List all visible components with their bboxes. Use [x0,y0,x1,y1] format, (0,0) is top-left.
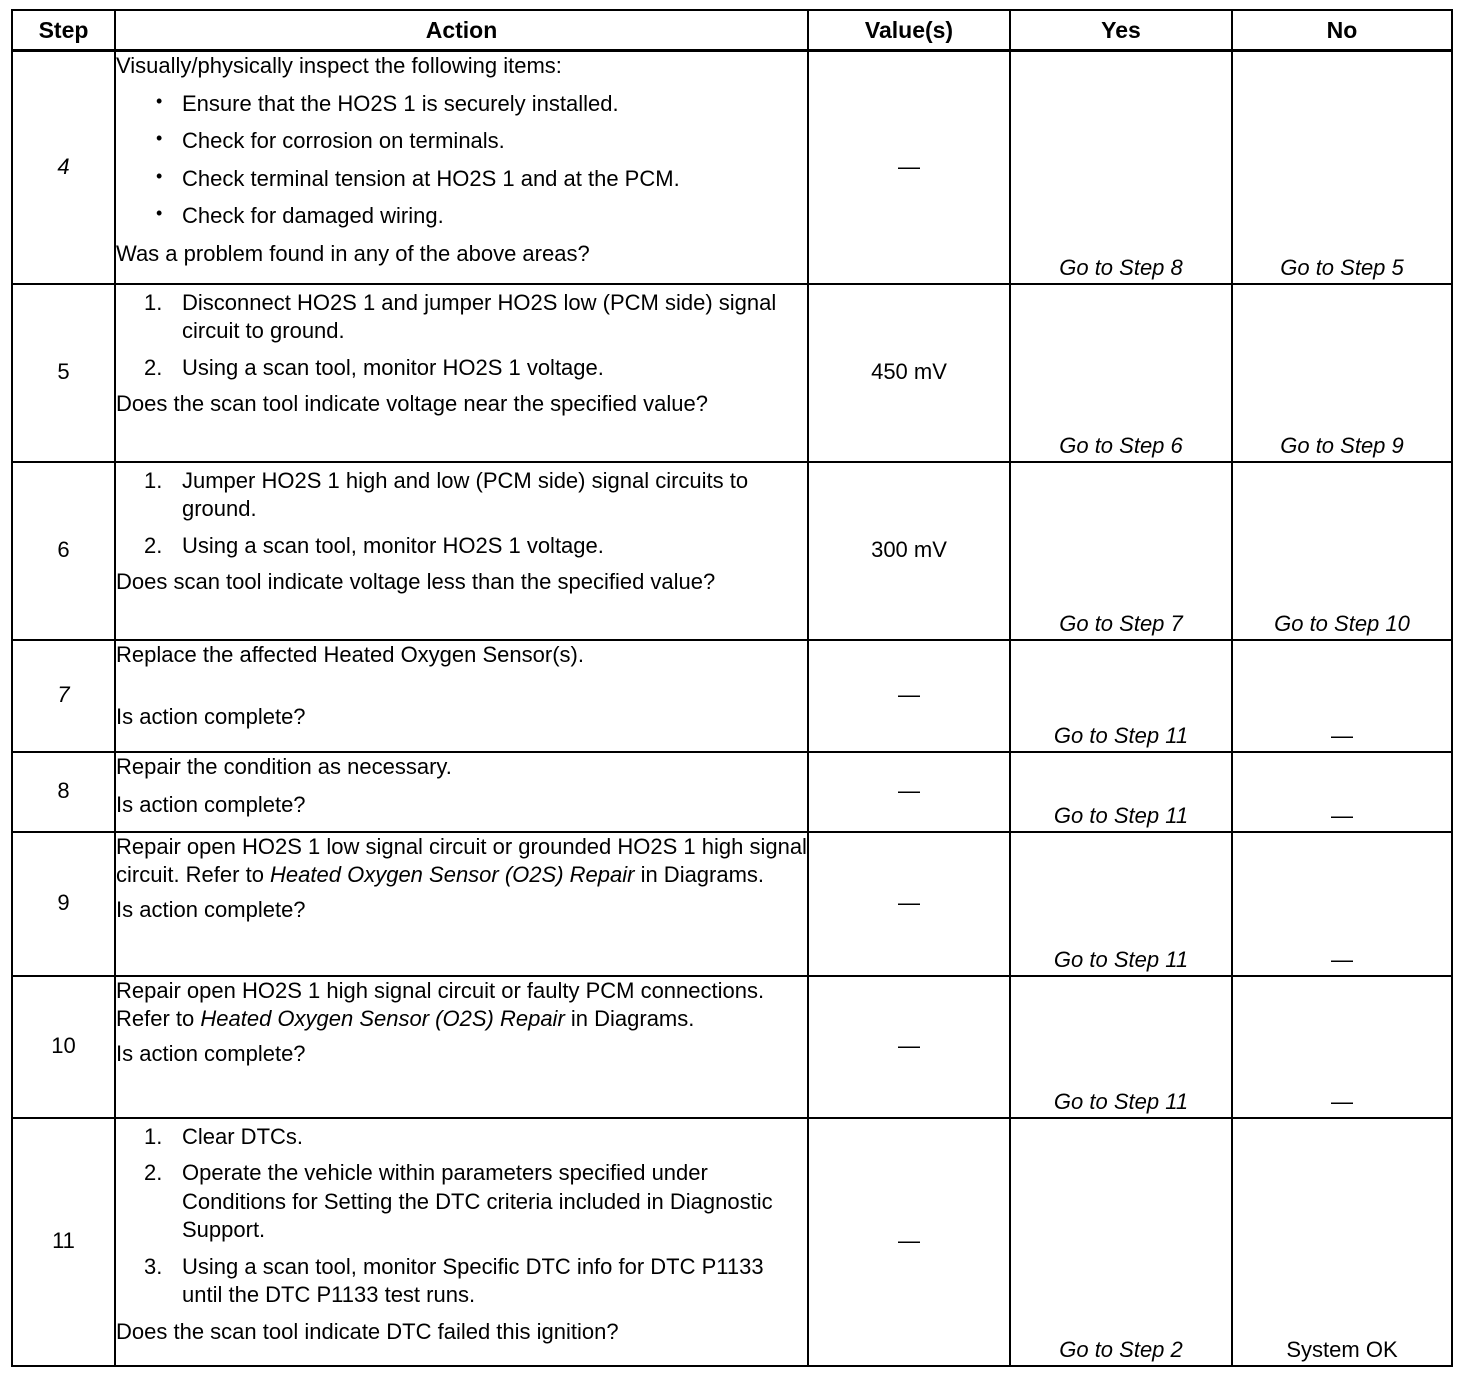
reference-link[interactable]: Heated Oxygen Sensor (O2S) Repair [200,1006,565,1032]
header-values: Value(s) [808,10,1010,51]
table-row [12,976,1452,1118]
table-row [12,1118,1452,1366]
value-cell: — [808,1118,1010,1366]
yes-cell [1010,752,1232,832]
yes-cell [1010,284,1232,462]
table-row [12,51,1452,284]
action-question: Is action complete? [116,1040,306,1066]
header-step: Step [12,10,115,51]
header-no: No [1232,10,1452,51]
action-text: Repair the condition as necessary. [116,753,452,779]
yes-cell [1010,1118,1232,1366]
value-cell: 450 mV [808,284,1010,462]
header-yes: Yes [1010,10,1232,51]
step-number: 7 [12,640,115,752]
table-row [12,462,1452,640]
diagnostic-table [11,9,1453,1367]
header-action: Action [115,10,808,51]
step-number: 6 [12,462,115,640]
table-row [12,752,1452,832]
yes-link[interactable]: Go to Step 11 [1053,802,1189,828]
step-number: 4 [12,51,115,284]
list-item: 1. Disconnect HO2S 1 and jumper HO2S low (PCM side) signal circuit to ground. [144,289,777,344]
yes-cell [1010,976,1232,1118]
no-cell [1232,51,1452,284]
yes-link[interactable]: Go to Step 8 [1059,254,1183,280]
header-row [12,10,1452,51]
yes-cell [1010,462,1232,640]
action-question: Is action complete? [116,704,306,730]
action-cell [115,976,808,1118]
no-link[interactable]: Go to Step 9 [1280,432,1404,458]
no-cell: — [1232,640,1452,752]
value-cell: — [808,752,1010,832]
no-cell [1232,284,1452,462]
no-cell [1232,462,1452,640]
action-question: Does the scan tool indicate DTC failed this ignition? [116,1319,619,1345]
no-cell: — [1232,752,1452,832]
action-cell [115,51,808,284]
action-question: Is action complete? [116,896,306,922]
action-question: Was a problem found in any of the above areas? [116,240,590,266]
list-item: • Check terminal tension at HO2S 1 and at the PCM. [116,165,807,194]
action-cell [115,284,808,462]
action-cell [115,752,808,832]
no-cell: System OK [1232,1118,1452,1366]
step-number: 10 [12,976,115,1118]
yes-link[interactable]: Go to Step 11 [1053,722,1189,748]
no-link[interactable]: Go to Step 5 [1280,254,1404,280]
action-question: Does scan tool indicate voltage less than the specified value? [116,569,716,595]
action-text: Repair open HO2S 1 high signal circuit or faulty PCM connections. Refer to Heated Oxygen Sensor (O2S) Repair in Diagrams. [116,977,765,1032]
yes-link[interactable]: Go to Step 11 [1053,1088,1189,1114]
list-item: 2. Using a scan tool, monitor HO2S 1 voltage. [144,532,604,558]
value-cell: 300 mV [808,462,1010,640]
list-item: 1. Clear DTCs. [144,1123,304,1149]
action-cell [115,640,808,752]
yes-link[interactable]: Go to Step 6 [1059,432,1183,458]
numbered-list [116,467,807,561]
action-text: Repair open HO2S 1 low signal circuit or grounded HO2S 1 high signal circuit. Refer to Heated Oxygen Sensor (O2S) Repair in Diagrams. [116,833,807,888]
value-cell: — [808,51,1010,284]
table-row [12,284,1452,462]
yes-link[interactable]: Go to Step 7 [1059,610,1183,636]
numbered-list [116,1123,807,1311]
action-cell [115,832,808,976]
list-item: 3. Using a scan tool, monitor Specific DTC info for DTC P1133 until the DTC P1133 test runs. [144,1253,764,1308]
no-cell: — [1232,976,1452,1118]
action-cell [115,462,808,640]
action-question: Is action complete? [116,792,306,818]
yes-cell [1010,832,1232,976]
list-item: 1. Jumper HO2S 1 high and low (PCM side) signal circuits to ground. [144,467,749,522]
table-row [12,640,1452,752]
list-item: • Ensure that the HO2S 1 is securely installed. [116,90,807,119]
no-link[interactable]: Go to Step 10 [1274,610,1410,636]
action-intro: Visually/physically inspect the following items: [116,53,562,78]
list-item: 2. Using a scan tool, monitor HO2S 1 voltage. [144,354,604,380]
action-cell [115,1118,808,1366]
value-cell: — [808,640,1010,752]
step-number: 11 [12,1118,115,1366]
step-number: 5 [12,284,115,462]
list-item: • Check for damaged wiring. [116,202,807,231]
action-question: Does the scan tool indicate voltage near the specified value? [116,391,708,417]
step-number: 9 [12,832,115,976]
step-number: 8 [12,752,115,832]
no-cell: — [1232,832,1452,976]
yes-link[interactable]: Go to Step 2 [1059,1336,1183,1362]
bullet-list [116,90,807,231]
yes-cell [1010,51,1232,284]
list-item: 2. Operate the vehicle within parameters specified under Conditions for Setting the DTC criteria included in Diagnostic Support. [144,1160,773,1243]
list-item: • Check for corrosion on terminals. [116,127,807,156]
numbered-list [116,289,807,383]
action-text: Replace the affected Heated Oxygen Sensor(s). [116,641,584,667]
value-cell: — [808,832,1010,976]
table-row [12,832,1452,976]
yes-cell [1010,640,1232,752]
value-cell: — [808,976,1010,1118]
yes-link[interactable]: Go to Step 11 [1053,946,1189,972]
reference-link[interactable]: Heated Oxygen Sensor (O2S) Repair [270,862,635,888]
